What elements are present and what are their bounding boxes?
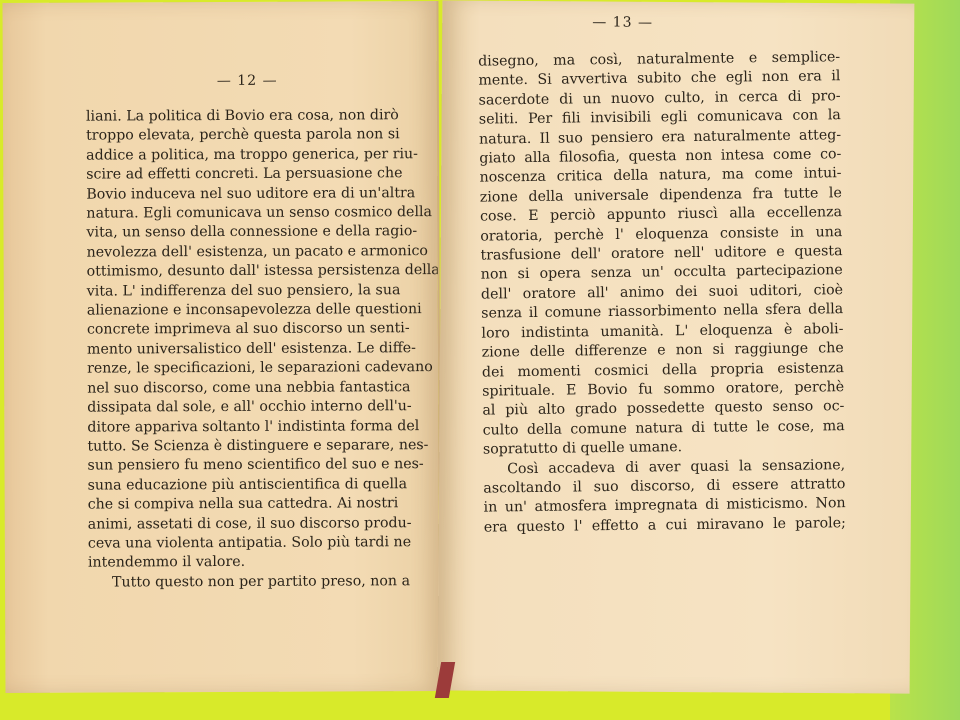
- text-line: al più alto grado possedette questo senso oc-: [482, 398, 845, 419]
- text-line: ditore appariva soltanto l' indistinta forma del: [87, 417, 420, 436]
- text-line: alienazione e inconsapevolezza delle questioni: [86, 301, 422, 319]
- text-line: vita. L' indifferenza del suo pensiero, la sua: [86, 281, 401, 300]
- text-line: era questo l' effetto a cui miravano le parole;: [483, 514, 846, 536]
- page-number: — 12 —: [216, 72, 278, 90]
- text-line: suna educazione più antiscientifica di quella: [87, 475, 408, 494]
- text-line: tutto. Se Scienza è distinguere e separare, nes-: [87, 437, 429, 455]
- text-line: loro indistinta umanità. L' eloquenza è aboli-: [481, 320, 844, 342]
- text-line: zione della universale dipendenza fra tutte le: [479, 185, 842, 206]
- text-line: Bovio induceva nel suo uditore era di un'altra: [86, 184, 416, 203]
- text-line: Così accadeva di aver quasi la sensazione,: [507, 456, 846, 477]
- text-line: dell' oratore all' animo dei suoi uditori, cioè: [480, 282, 844, 303]
- text-line: renze, le specificazioni, le separazioni cadevano: [87, 359, 433, 377]
- text-line: ascoltando il suo discorso, di essere attratto: [483, 476, 846, 497]
- text-line: non si opera senza un' occulta partecipazione: [480, 262, 843, 284]
- text-line: vita, un senso della connessione e della ragio-: [86, 223, 418, 242]
- text-line: concrete imprimeva al suo discorso un senti-: [86, 320, 410, 339]
- text-line: ottimismo, desunto dall' istessa persistenza della: [86, 262, 440, 280]
- text-line: liani. La politica di Bovio era cosa, non dirò: [85, 107, 399, 125]
- text-line: sacerdote di un nuovo culto, in cerca di pro-: [478, 87, 841, 109]
- text-line: trasfusione dell' oratore nell' uditore e questa: [480, 243, 843, 264]
- text-line: noscenza critica della natura, ma come intui-: [479, 165, 842, 187]
- text-line: troppo elevata, perchè questa parola non si: [86, 126, 400, 144]
- page-number: — 13 —: [592, 14, 654, 31]
- text-line: seliti. Per fili invisibili egli comunicava con la: [478, 107, 841, 128]
- text-line: Tutto questo non per partito preso, non a: [111, 572, 411, 591]
- text-line: scire ad effetti concreti. La persuasione che: [86, 165, 403, 183]
- text-line: disegno, ma così, naturalmente e semplice-: [478, 49, 841, 70]
- text-line: nel suo discorso, come una nebbia fantastica: [87, 378, 411, 397]
- text-line: zione delle differenze e non si raggiunge che: [481, 340, 844, 361]
- left-page: [2, 1, 441, 693]
- page-text: [478, 48, 846, 538]
- text-line: addice a politica, ma troppo generica, per riu-: [86, 145, 418, 164]
- text-line: sopratutto di quelle umane.: [482, 439, 683, 458]
- text-line: nevolezza dell' esistenza, un pacato e armonico: [86, 242, 428, 261]
- text-line: in un' atmosfera impregnata di misticismo. Non: [483, 495, 846, 516]
- right-page: [438, 0, 915, 693]
- text-line: culto della comune natura di tutte le cose, ma: [482, 417, 845, 439]
- text-line: oratoria, perchè l' eloquenza consiste in una: [480, 223, 843, 245]
- text-line: sun pensiero fu meno scientifico del suo e nes-: [87, 456, 424, 474]
- text-line: senza il comune riassorbimento nella sfera della: [481, 301, 844, 322]
- open-book: [4, 2, 914, 700]
- text-line: mente. Si avvertiva subito che egli non era il: [478, 68, 841, 90]
- text-line: cose. E perciò appunto riuscì alla eccellenza: [479, 204, 843, 225]
- text-line: dissipata dal sole, e all' occhio interno dell'u-: [87, 398, 412, 416]
- text-line: ceva una violenta antipatia. Solo più tardi ne: [87, 534, 412, 552]
- text-line: dei momenti cosmici della propria esistenza: [481, 359, 845, 381]
- text-line: giato alla filosofia, questa non intesa come co-: [479, 146, 842, 167]
- text-line: natura. Egli comunicava un senso cosmico della: [86, 204, 433, 222]
- text-line: spirituale. E Bovio fu sommo oratore, perchè: [482, 379, 845, 400]
- text-line: animi, assetati di cose, il suo discorso produ-: [87, 514, 412, 533]
- text-line: mento universalistico dell' esistenza. Le diffe-: [86, 340, 416, 358]
- text-line: intendemmo il valore.: [87, 554, 246, 571]
- text-line: natura. Il suo pensiero era naturalmente atteg-: [479, 126, 842, 148]
- page-text: [85, 106, 440, 593]
- text-line: che si compiva nella sua cattedra. Ai nostri: [87, 495, 399, 513]
